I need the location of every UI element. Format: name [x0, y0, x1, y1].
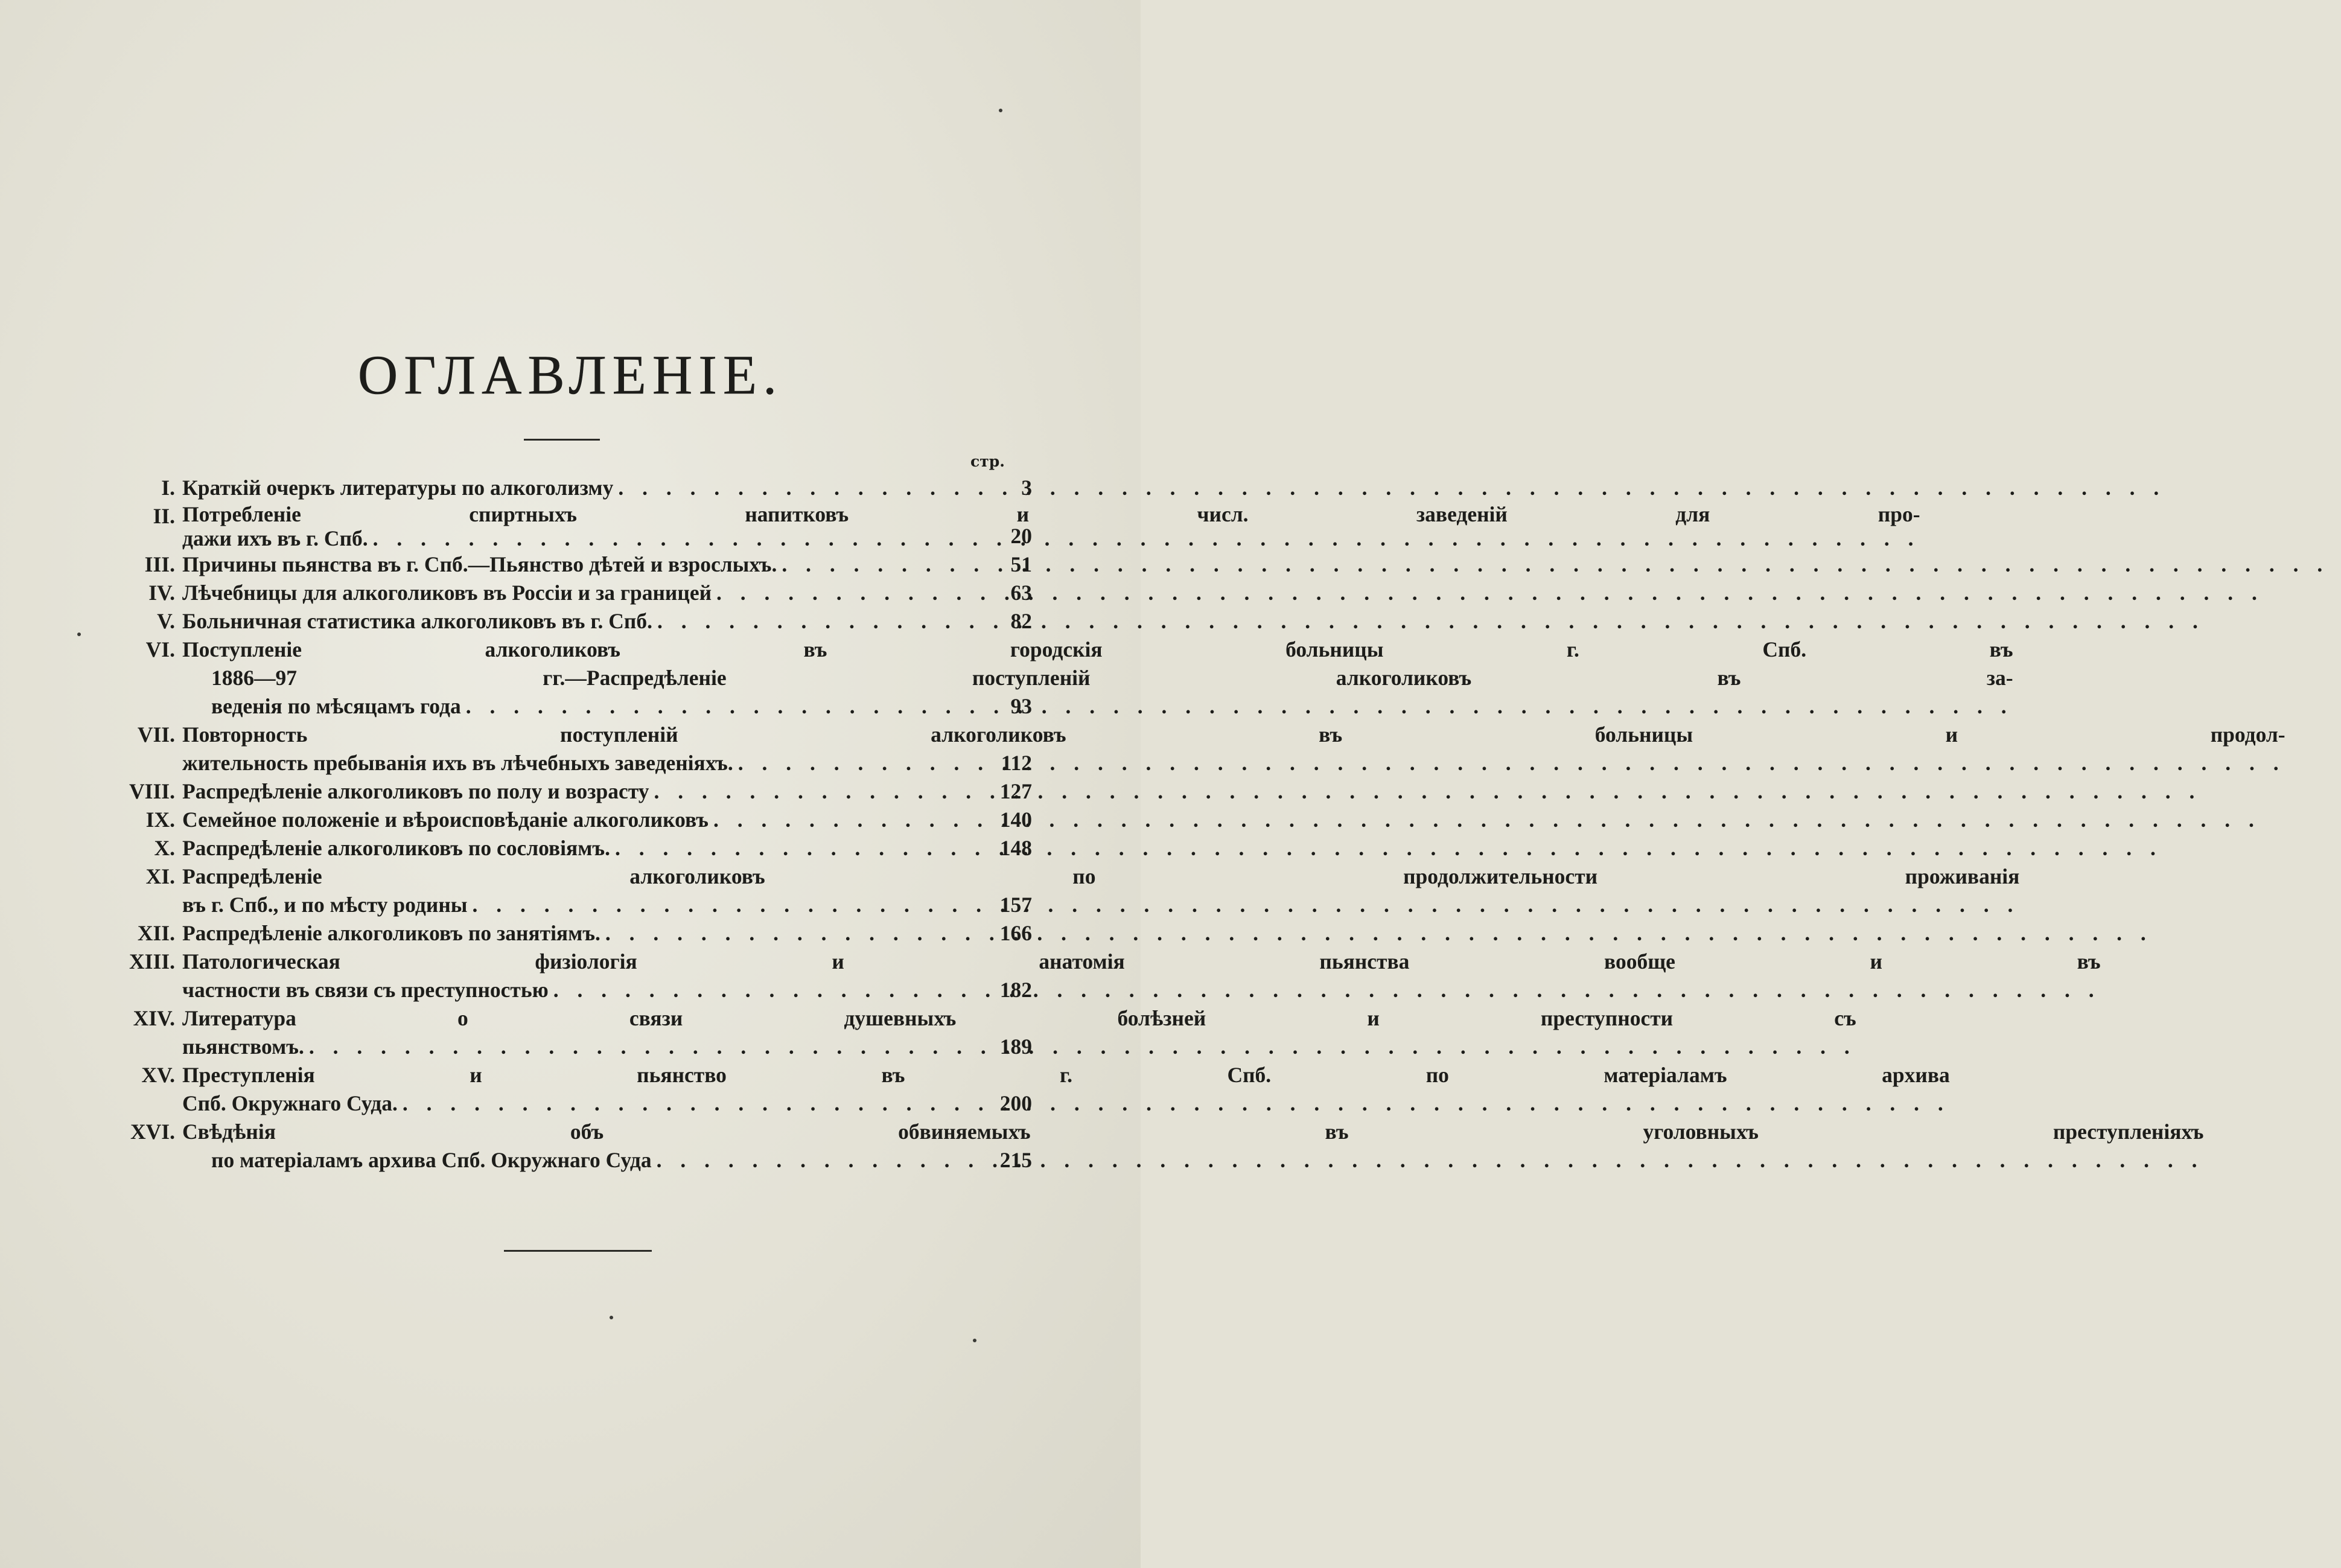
paper-speck — [999, 109, 1002, 112]
toc-entry — [106, 579, 1032, 607]
toc-entry-number: VIII. — [129, 779, 175, 803]
toc-entry — [106, 862, 2020, 919]
toc-entry-number: VI. — [145, 637, 175, 661]
dot-leader — [738, 749, 2285, 777]
toc-entry — [106, 806, 1032, 834]
paper-speck — [610, 1316, 613, 1319]
dot-leader — [309, 1033, 1856, 1061]
toc-entry — [106, 777, 1032, 806]
dot-leader — [473, 891, 2020, 919]
toc-entry — [106, 834, 1032, 862]
toc-entry — [106, 1118, 2204, 1174]
toc-entry-line: Семейное положеніе и вѣроисповѣданіе алкоголиковъ — [182, 808, 709, 832]
toc-entry-page: 3 — [1021, 476, 1032, 500]
dot-leader — [605, 919, 2153, 948]
page-title: ОГЛАВЛЕНІЕ. — [357, 344, 783, 406]
toc-entry-line: Краткій очеркъ литературы по алкоголизму — [182, 476, 614, 500]
toc-entry-number: XV. — [141, 1063, 175, 1087]
toc-entry-line: Лѣчебницы для алкоголиковъ въ Россіи и за границей — [182, 581, 712, 605]
dot-leader — [657, 607, 2205, 636]
paper-speck — [973, 1339, 976, 1342]
toc-entry-number: XVI. — [130, 1120, 175, 1144]
toc-entry-line: частности въ связи съ преступностью — [182, 978, 549, 1002]
toc-entry — [106, 1061, 1950, 1118]
toc-entry-line: Повторность поступленій алкоголиковъ въ больницы и продол- — [182, 722, 2285, 747]
toc-entry — [106, 1004, 1856, 1061]
title-divider — [524, 439, 600, 441]
dot-leader — [654, 777, 2201, 806]
dot-leader — [713, 806, 2261, 834]
toc-entry-page: 127 — [999, 779, 1032, 803]
toc-entry — [106, 550, 1032, 579]
toc-entry — [106, 919, 1032, 948]
page-column-label: стр. — [970, 453, 1005, 470]
toc-entry — [106, 948, 2101, 1004]
toc-entry-line: Распредѣленіе алкоголиковъ по полу и возрасту — [182, 779, 649, 803]
toc-entry-page: 182 — [999, 978, 1032, 1002]
dot-leader — [553, 976, 2101, 1004]
toc-entry-page: 157 — [999, 893, 1032, 917]
toc-entry — [106, 721, 2285, 777]
toc-entry-page: 215 — [999, 1148, 1032, 1172]
dot-leader — [466, 692, 2013, 721]
toc-entry-line: дажи ихъ въ г. Спб. — [182, 526, 368, 550]
toc-entry-number: XI. — [145, 864, 175, 888]
toc-entry-page: 51 — [1010, 552, 1032, 576]
toc-entry-number: XIV. — [133, 1006, 175, 1030]
dot-leader — [618, 474, 2165, 502]
toc-entry-number: XIII. — [129, 949, 175, 974]
toc-entry-page: 148 — [999, 836, 1032, 860]
toc-entry-page: 82 — [1010, 609, 1032, 633]
paper-speck — [77, 633, 81, 636]
toc-entry-page: 20 — [1010, 524, 1032, 548]
toc-entry-line: Литература о связи душевныхъ болѣзней и преступности съ — [182, 1006, 1856, 1030]
toc-entry-number: IX. — [145, 808, 175, 832]
toc-entry-line: пьянствомъ. — [182, 1034, 304, 1059]
table-of-contents — [106, 474, 2285, 1174]
toc-entry-line: Свѣдѣнія объ обвиняемыхъ въ уголовныхъ преступленіяхъ — [182, 1120, 2204, 1144]
toc-entry-line: въ г. Спб., и по мѣсту родины — [182, 893, 468, 917]
toc-entry-line: веденія по мѣсяцамъ года — [211, 694, 461, 718]
dot-leader — [403, 1089, 1950, 1118]
toc-entry-line: Причины пьянства въ г. Спб.—Пьянство дѣтей и взрослыхъ. — [182, 552, 777, 576]
toc-entry-page: 189 — [999, 1034, 1032, 1059]
toc-entry-number: III. — [144, 552, 175, 576]
toc-entry-number: VII. — [137, 722, 175, 747]
toc-entry-page: 63 — [1010, 581, 1032, 605]
toc-entry-line: Больничная статистика алкоголиковъ въ г. Спб. — [182, 609, 652, 633]
toc-entry — [106, 607, 1032, 636]
dot-leader — [716, 579, 2264, 607]
toc-entry-line: Распредѣленіе алкоголиковъ по занятіямъ. — [182, 921, 600, 945]
toc-entry-line: 1886—97 гг.—Распредѣленіе поступленій алкоголиковъ въ за- — [211, 666, 2013, 690]
toc-entry-line: Поступленіе алкоголиковъ въ городскія больницы г. Спб. въ — [182, 637, 2013, 661]
toc-entry — [106, 636, 2013, 721]
toc-entry-page: 140 — [999, 808, 1032, 832]
toc-entry-number: I. — [161, 476, 175, 500]
closing-divider — [504, 1250, 652, 1252]
toc-entry-number: X. — [154, 836, 175, 860]
toc-entry-page: 166 — [999, 921, 1032, 945]
toc-entry-page: 200 — [999, 1091, 1032, 1115]
dot-leader — [657, 1146, 2204, 1174]
toc-entry-number: IV. — [148, 581, 175, 605]
toc-entry-line: Распредѣленіе алкоголиковъ по продолжительности проживанія — [182, 864, 2020, 888]
toc-entry-number: II. — [153, 504, 175, 528]
toc-entry-line: Распредѣленіе алкоголиковъ по сословіямъ. — [182, 836, 610, 860]
toc-entry — [106, 502, 1920, 550]
toc-entry-page: 93 — [1010, 694, 1032, 718]
toc-entry-line: Потребленіе спиртныхъ напитковъ и числ. заведеній для про- — [182, 502, 1920, 526]
toc-entry-number: V. — [157, 609, 175, 633]
dot-leader — [615, 834, 2162, 862]
toc-entry-line: жительность пребыванія ихъ въ лѣчебныхъ заведеніяхъ. — [182, 751, 733, 775]
toc-entry — [106, 474, 1032, 502]
toc-entry-line: по матеріаламъ архива Спб. Окружнаго Суда — [211, 1148, 652, 1172]
toc-entry-line: Патологическая физіологія и анатомія пьянства вообще и въ — [182, 949, 2101, 974]
toc-entry-number: XII. — [137, 921, 175, 945]
toc-entry-page: 112 — [1001, 751, 1032, 775]
dot-leader — [373, 526, 1920, 550]
toc-entry-line: Преступленія и пьянство въ г. Спб. по матеріаламъ архива — [182, 1063, 1950, 1087]
toc-entry-line: Спб. Окружнаго Суда. — [182, 1091, 398, 1115]
